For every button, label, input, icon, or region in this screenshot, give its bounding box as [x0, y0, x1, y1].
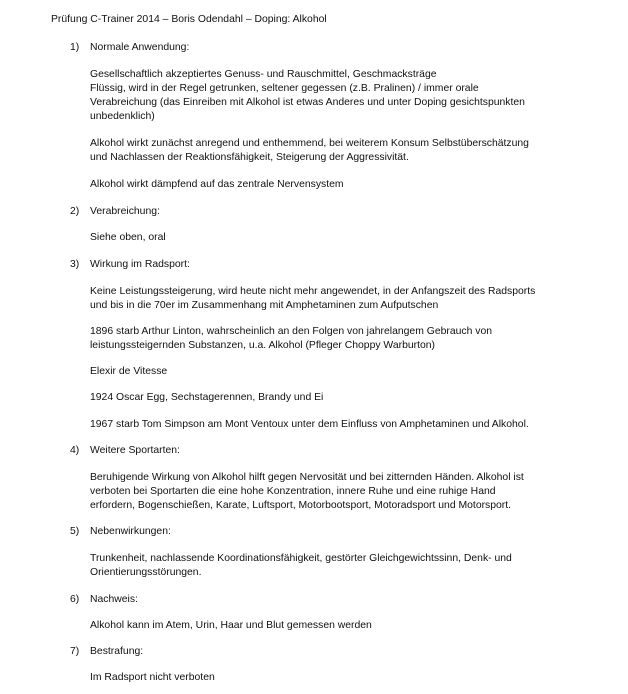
paragraph-line: Im Radsport nicht verboten [90, 672, 215, 683]
paragraph-line: 1967 starb Tom Simpson am Mont Ventoux unter dem Einfluss von Amphetaminen und Alkohol. [90, 419, 529, 430]
paragraph-line: Trunkenheit, nachlassende Koordinationsfähigkeit, gestörter Gleichgewichtssinn, Denk- und [90, 553, 512, 564]
section-title: Weitere Sportarten: [90, 445, 180, 456]
paragraph-line: erfordern, Bogenschießen, Karate, Luftsport, Motorbootsport, Motoradsport und Motorsport. [90, 500, 512, 511]
section-title: Nebenwirkungen: [90, 526, 171, 537]
paragraph-line: und bis in die 70er im Zusammenhang mit Amphetaminen zum Aufputschen [90, 300, 439, 311]
paragraph-line: Alkohol wirkt dämpfend auf das zentrale Nervensystem [90, 179, 344, 190]
section-title: Wirkung im Radsport: [90, 259, 190, 270]
section-number: 1) [70, 42, 80, 53]
paragraph-line: und Nachlassen der Reaktionsfähigkeit, Steigerung der Aggressivität. [90, 152, 409, 163]
section-number: 2) [70, 206, 80, 217]
paragraph-line: Verabreichung (das Einreiben mit Alkohol ist etwas Anderes und unter Doping gesichtspunkten [90, 97, 525, 108]
paragraph-line: Siehe oben, oral [90, 232, 166, 243]
paragraph-line: unbedenklich) [90, 111, 155, 122]
section-number: 5) [70, 526, 80, 537]
paragraph-line: Orientierungsstörungen. [90, 567, 202, 578]
paragraph-line: Keine Leistungssteigerung, wird heute nicht mehr angewendet, in der Anfangszeit des Radsports [90, 286, 536, 297]
paragraph-line: Alkohol kann im Atem, Urin, Haar und Blut gemessen werden [90, 620, 372, 631]
paragraph-line: leistungssteigernden Substanzen, u.a. Alkohol (Pfleger Choppy Warburton) [90, 340, 436, 351]
section-title: Normale Anwendung: [90, 42, 190, 53]
paragraph-line: verboten bei Sportarten die eine hohe Konzentration, innere Ruhe und eine ruhige Hand [90, 486, 496, 497]
paragraph-line: Elexir de Vitesse [90, 366, 168, 377]
paragraph-line: Flüssig, wird in der Regel getrunken, seltener gegessen (z.B. Pralinen) / immer orale [90, 83, 479, 94]
paragraph-line: 1896 starb Arthur Linton, wahrscheinlich an den Folgen von jahrelangem Gebrauch von [90, 326, 493, 337]
paragraph-line: 1924 Oscar Egg, Sechstagerennen, Brandy und Ei [90, 392, 324, 403]
section-title: Verabreichung: [90, 206, 160, 217]
section-title: Nachweis: [90, 594, 138, 605]
paragraph-line: Beruhigende Wirkung von Alkohol hilft gegen Nervosität und bei zitternden Händen. Alkohol ist [90, 472, 524, 483]
section-number: 4) [70, 445, 80, 456]
document-title: Prüfung C-Trainer 2014 – Boris Odendahl – Doping: Alkohol [51, 14, 327, 25]
section-title: Bestrafung: [90, 646, 144, 657]
section-number: 3) [70, 259, 80, 270]
paragraph-line: Gesellschaftlich akzeptiertes Genuss- und Rauschmittel, Geschmacksträge [90, 69, 437, 80]
section-number: 6) [70, 594, 80, 605]
section-number: 7) [70, 646, 80, 657]
paragraph-line: Alkohol wirkt zunächst anregend und enthemmend, bei weiterem Konsum Selbstüberschätzung [90, 138, 529, 149]
